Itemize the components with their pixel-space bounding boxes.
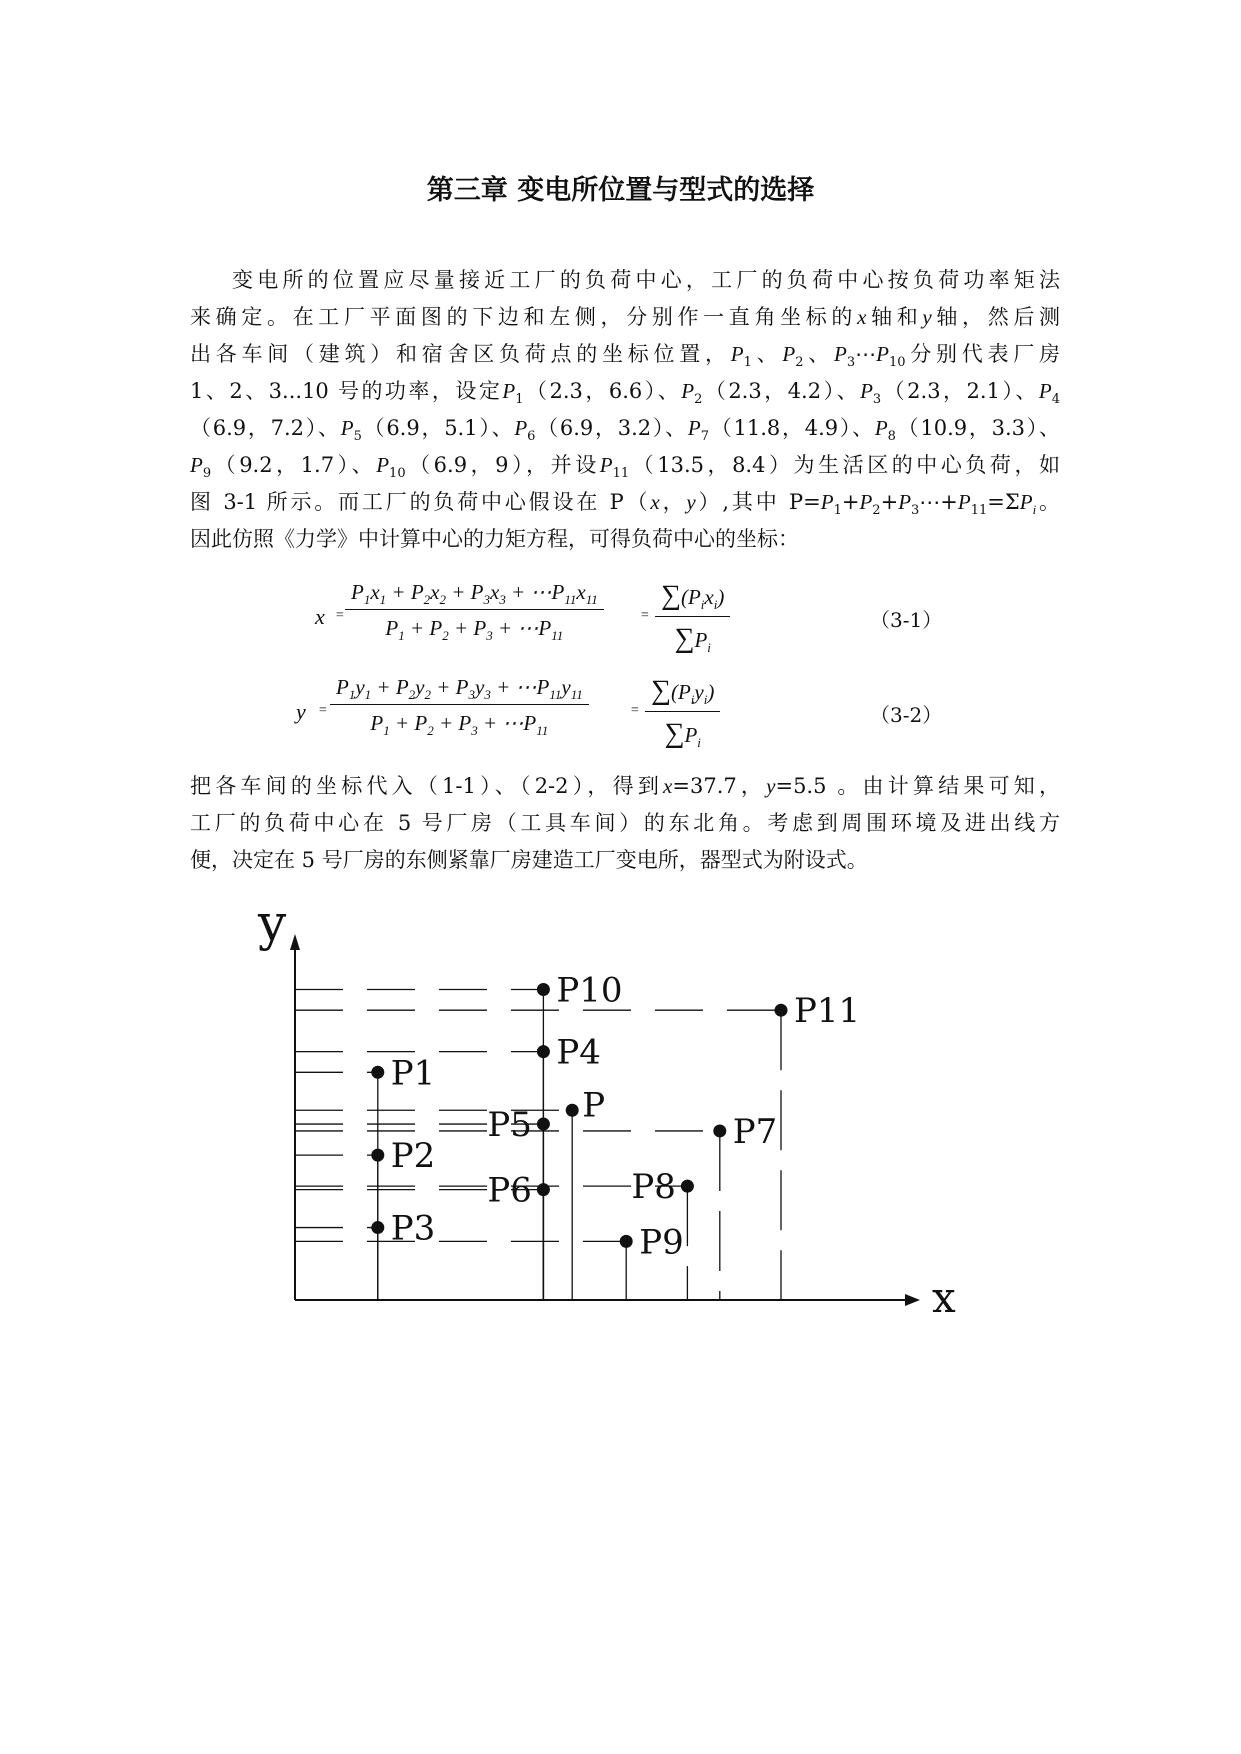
paragraph-result bbox=[190, 768, 1060, 879]
point-label: P9 bbox=[639, 1222, 684, 1263]
load-point-p3 bbox=[371, 1221, 384, 1234]
point-label: P4 bbox=[556, 1032, 601, 1073]
chapter-title: 第三章 变电所位置与型式的选择 bbox=[426, 175, 815, 206]
text-line: 把各车间的坐标代入（1-1）、（2-2），得到x=37.7，y=5.5 。由计算结果可知， bbox=[190, 774, 1060, 798]
load-point-p6 bbox=[537, 1183, 550, 1196]
point-label: P6 bbox=[487, 1170, 532, 1211]
equation-3-1: x = $\frac{P_1x_1 + P_2x_2 + P_3x_3 + \cdots P_{11}x_{11}}{P_1 + P_2 + P_3 + \cdots P_{11}}$ = $\sum(P_ix_i)$ $\sum P_i$ （3-1） bbox=[315, 580, 943, 655]
load-center-diagram bbox=[250, 890, 980, 1330]
text-line: 因此仿照《力学》中计算中心的力矩方程，可得负荷中心的坐标： bbox=[190, 527, 799, 551]
load-point-p2 bbox=[371, 1149, 384, 1162]
y-axis-arrow-icon bbox=[290, 934, 300, 950]
text-line: $P_9(9.2$，1.7）、$P_{10}(6.9$，9），并设$P_{11}(13.5$，8.4）为生活区的中心负荷，如 bbox=[190, 453, 1061, 481]
load-point-p9 bbox=[620, 1235, 633, 1248]
text-line: 来确定。在工厂平面图的下边和左侧，分别作一直角坐标的x轴和y轴，然后测 bbox=[190, 305, 1061, 329]
text-line: 工厂的负荷中心在 5 号厂房（工具车间）的东北角。考虑到周围环境及进出线方 bbox=[190, 811, 1060, 835]
point-label: P2 bbox=[390, 1136, 436, 1177]
point-label: P8 bbox=[631, 1167, 676, 1208]
text-line: （6.9，7.2）、$P_5(6.9$，5.1）、$P_6(6.9$，3.2）、$P_7(11.8$，4.9）、$P_8(10.9$，3.3）、 bbox=[190, 416, 1061, 444]
load-point-p4 bbox=[537, 1045, 550, 1058]
load-point-p10 bbox=[537, 983, 550, 996]
fraction-sum-x: $\sum(P_ix_i)$ $\sum P_i$ bbox=[655, 578, 730, 655]
x-axis-arrow-icon bbox=[905, 1294, 920, 1306]
load-point-p8 bbox=[681, 1180, 694, 1193]
x-axis-label: x bbox=[932, 1273, 956, 1322]
point-label: P5 bbox=[487, 1105, 532, 1146]
load-point-p bbox=[566, 1104, 579, 1117]
equation-lhs: y bbox=[296, 699, 306, 724]
fraction-weighted-y: $\frac{P_1y_1 + P_2y_2 + P_3y_3 + \cdots P_{11}y_{11}}{P_1 + P_2 + P_3 + \cdots P_{11}}$ bbox=[330, 673, 589, 736]
text-line: 出各车间（建筑）和宿舍区负荷点的坐标位置，$P_1$、$P_2$、$P_3\cdots P_{10}$分别代表厂房 bbox=[190, 342, 1061, 370]
load-point-p7 bbox=[713, 1124, 726, 1137]
load-point-p5 bbox=[537, 1118, 550, 1131]
fraction-weighted-x: $\frac{P_1x_1 + P_2x_2 + P_3x_3 + \cdots P_{11}x_{11}}{P_1 + P_2 + P_3 + \cdots P_{11}}$ bbox=[345, 578, 604, 641]
text-line: 图 3-1 所示。而工厂的负荷中心假设在 P（x，y）,其中 $P=P_1+P_2+P_3\cdots+P_{11}=\Sigma P_i$。 bbox=[190, 490, 1061, 518]
point-label: P7 bbox=[732, 1111, 778, 1152]
y-axis-label: y bbox=[258, 894, 287, 952]
point-label: P10 bbox=[556, 970, 623, 1011]
point-label: P11 bbox=[794, 991, 861, 1032]
equation-lhs: x bbox=[315, 604, 325, 629]
text-line: 便，决定在 5 号厂房的东侧紧靠厂房建造工厂变电所，器型式为附设式。 bbox=[190, 848, 868, 872]
equation-3-2: y = $\frac{P_1y_1 + P_2y_2 + P_3y_3 + \cdots P_{11}y_{11}}{P_1 + P_2 + P_3 + \cdots P_{11}}$ = $\sum(P_iy_i)$ $\sum P_i$ （3-2） bbox=[296, 675, 943, 750]
load-point-p1 bbox=[371, 1066, 384, 1079]
fraction-sum-y: $\sum(P_iy_i)$ $\sum P_i$ bbox=[645, 673, 720, 750]
load-point-p11 bbox=[775, 1004, 788, 1017]
text-line: 变电所的位置应尽量接近工厂的负荷中心，工厂的负荷中心按负荷功率矩法 bbox=[232, 268, 1060, 292]
text-line: 1、2、3...10 号的功率，设定$P_1(2.3$，6.6）、$P_2(2.3$，4.2）、$P_3(2.3$，2.1）、$P_4$ bbox=[190, 379, 1061, 407]
point-label: P1 bbox=[390, 1053, 436, 1094]
equation-number: （3-1） bbox=[870, 608, 943, 632]
equation-number: （3-2） bbox=[870, 703, 943, 727]
point-label: P bbox=[582, 1085, 606, 1126]
point-label: P3 bbox=[390, 1208, 436, 1249]
paragraph-load-center bbox=[190, 262, 1060, 558]
